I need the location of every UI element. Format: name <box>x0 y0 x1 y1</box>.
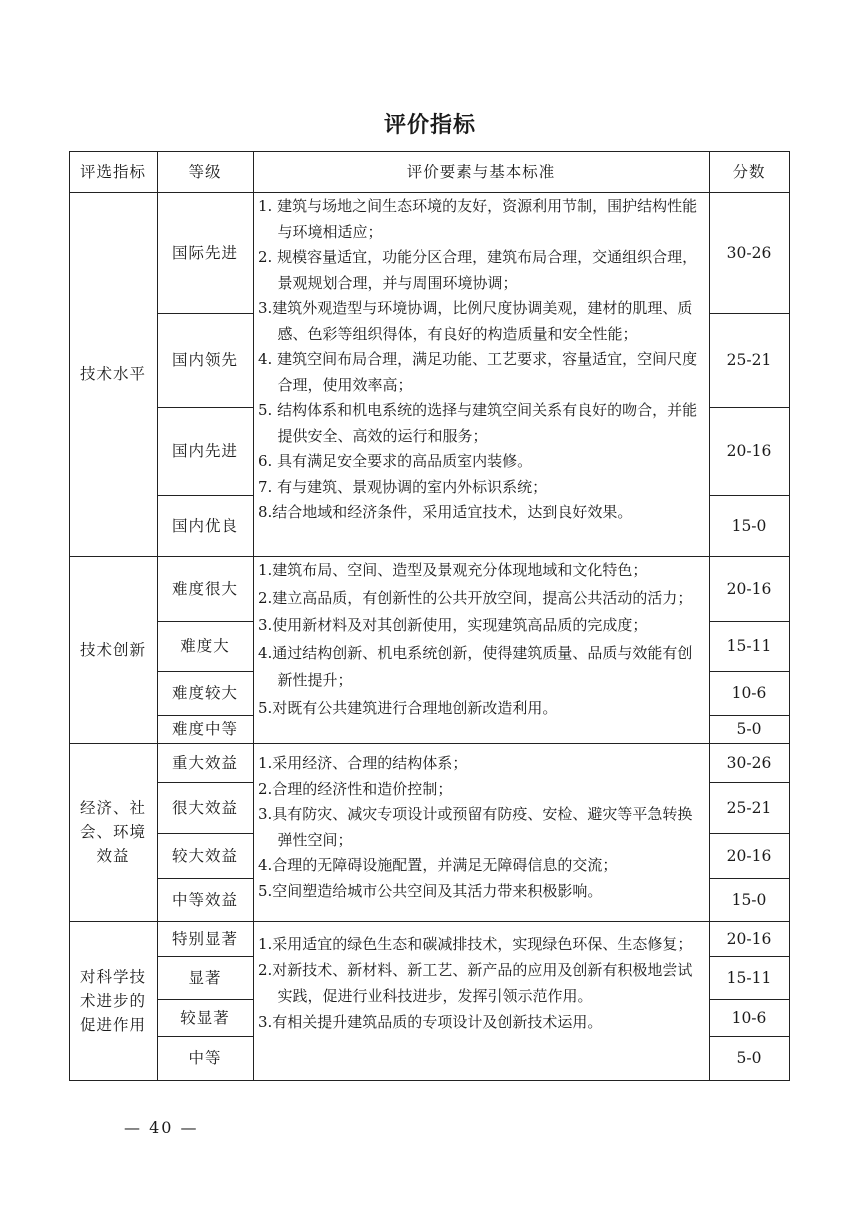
header-criterion: 评选指标 <box>79 162 146 181</box>
grade-cell: 中等 <box>188 1049 222 1067</box>
grade-cell: 国际先进 <box>171 243 238 262</box>
criterion-cell: 经济、社会、环境效益 <box>79 799 146 865</box>
score-cell: 15-11 <box>726 637 772 655</box>
page-number: — 40 — <box>124 1118 199 1137</box>
score-cell: 25-21 <box>726 798 772 817</box>
requirement-item: 2.合理的经济性和造价控制； <box>258 779 453 798</box>
grade-cell: 很大效益 <box>171 798 238 817</box>
requirement-item: 1.采用适宜的绿色生态和碳减排技术，实现绿色环保、生态修复； <box>258 935 693 953</box>
grade-cell: 国内优良 <box>171 516 238 535</box>
grade-cell: 难度很大 <box>171 579 238 598</box>
grade-cell: 难度较大 <box>171 684 238 702</box>
criterion-cell: 技术水平 <box>79 365 146 383</box>
grade-cell: 重大效益 <box>171 753 238 772</box>
score-cell: 20-16 <box>726 929 772 948</box>
requirement-item: 3.使用新材料及对其创新使用，实现建筑高品质的完成度； <box>258 616 648 634</box>
requirement-item: 5.对既有公共建筑进行合理地创新改造利用。 <box>258 698 558 717</box>
score-cell: 15-0 <box>731 516 767 535</box>
header-score: 分数 <box>732 162 766 181</box>
requirement-item: 7. 有与建筑、景观协调的室内外标识系统； <box>258 477 548 496</box>
header-standard: 评价要素与基本标准 <box>406 162 556 181</box>
grade-cell: 中等效益 <box>171 890 238 909</box>
requirements-block <box>258 931 701 1035</box>
requirement-item: 5. 结构体系和机电系统的选择与建筑空间关系有良好的吻合，并能提供安全、高效的运行和服务； <box>258 401 698 445</box>
requirement-item: 2.建立高品质，有创新性的公共开放空间，提高公共活动的活力； <box>258 588 693 607</box>
score-cell: 20-16 <box>726 579 772 598</box>
score-cell: 20-16 <box>726 442 772 460</box>
requirement-item: 1.建筑布局、空间、造型及景观充分体现地域和文化特色； <box>258 561 648 579</box>
score-cell: 5-0 <box>736 1049 762 1067</box>
requirement-item: 1. 建筑与场地之间生态环境的友好，资源利用节制，围护结构性能与环境相适应； <box>258 197 698 241</box>
requirement-item: 5.空间塑造给城市公共空间及其活力带来积极影响。 <box>258 881 603 900</box>
requirement-item: 4.通过结构创新、机电系统创新，使得建筑质量、品质与效能有创新性提升； <box>258 643 693 689</box>
grade-cell: 较显著 <box>180 1008 230 1027</box>
requirements-block <box>258 751 701 904</box>
grade-cell: 显著 <box>188 968 222 987</box>
score-cell: 30-26 <box>726 243 772 262</box>
requirement-item: 3.有相关提升建筑品质的专项设计及创新技术运用。 <box>258 1013 603 1031</box>
requirement-item: 4.合理的无障碍设施配置，并满足无障碍信息的交流； <box>258 856 618 874</box>
evaluation-table <box>69 151 790 1081</box>
criterion-cell: 技术创新 <box>79 640 146 659</box>
criterion-cell: 对科学技术进步的促进作用 <box>79 967 146 1034</box>
requirement-item: 8.结合地域和经济条件，采用适宜技术，达到良好效果。 <box>258 503 633 521</box>
score-cell: 20-16 <box>726 846 772 865</box>
requirement-item: 4. 建筑空间布局合理，满足功能、工艺要求，容量适宜，空间尺度合理，使用效率高； <box>258 350 698 394</box>
header-grade: 等级 <box>188 162 222 181</box>
score-cell: 5-0 <box>736 720 762 738</box>
requirement-item: 3.具有防灾、减灾专项设计或预留有防疫、安检、避灾等平急转换弹性空间； <box>258 805 693 849</box>
grade-cell: 较大效益 <box>171 846 238 865</box>
requirement-item: 2. 规模容量适宜，功能分区合理，建筑布局合理，交通组织合理，景观规划合理，并与周围环境协调； <box>258 248 698 292</box>
requirements-block <box>258 557 701 722</box>
grade-cell: 国内领先 <box>171 351 238 369</box>
requirement-item: 2.对新技术、新材料、新工艺、新产品的应用及创新有积极地尝试实践，促进行业科技进步，发挥引领示范作用。 <box>258 961 693 1005</box>
document-title: 评价指标 <box>383 113 476 138</box>
score-cell: 15-11 <box>726 968 772 987</box>
requirement-item: 6. 具有满足安全要求的高品质室内装修。 <box>258 452 533 470</box>
requirement-item: 1.采用经济、合理的结构体系； <box>258 754 468 772</box>
score-cell: 15-0 <box>731 890 767 909</box>
score-cell: 30-26 <box>726 753 772 772</box>
grade-cell: 难度大 <box>180 637 230 655</box>
grade-cell: 难度中等 <box>171 720 238 738</box>
score-cell: 25-21 <box>726 351 772 369</box>
grade-cell: 国内先进 <box>171 442 238 460</box>
grade-cell: 特别显著 <box>171 929 238 948</box>
requirements-block <box>258 194 701 526</box>
score-cell: 10-6 <box>731 684 767 702</box>
requirement-item: 3.建筑外观造型与环境协调，比例尺度协调美观，建材的肌理、质感、色彩等组织得体，有良好的构造质量和安全性能； <box>258 299 693 343</box>
score-cell: 10-6 <box>731 1008 767 1027</box>
